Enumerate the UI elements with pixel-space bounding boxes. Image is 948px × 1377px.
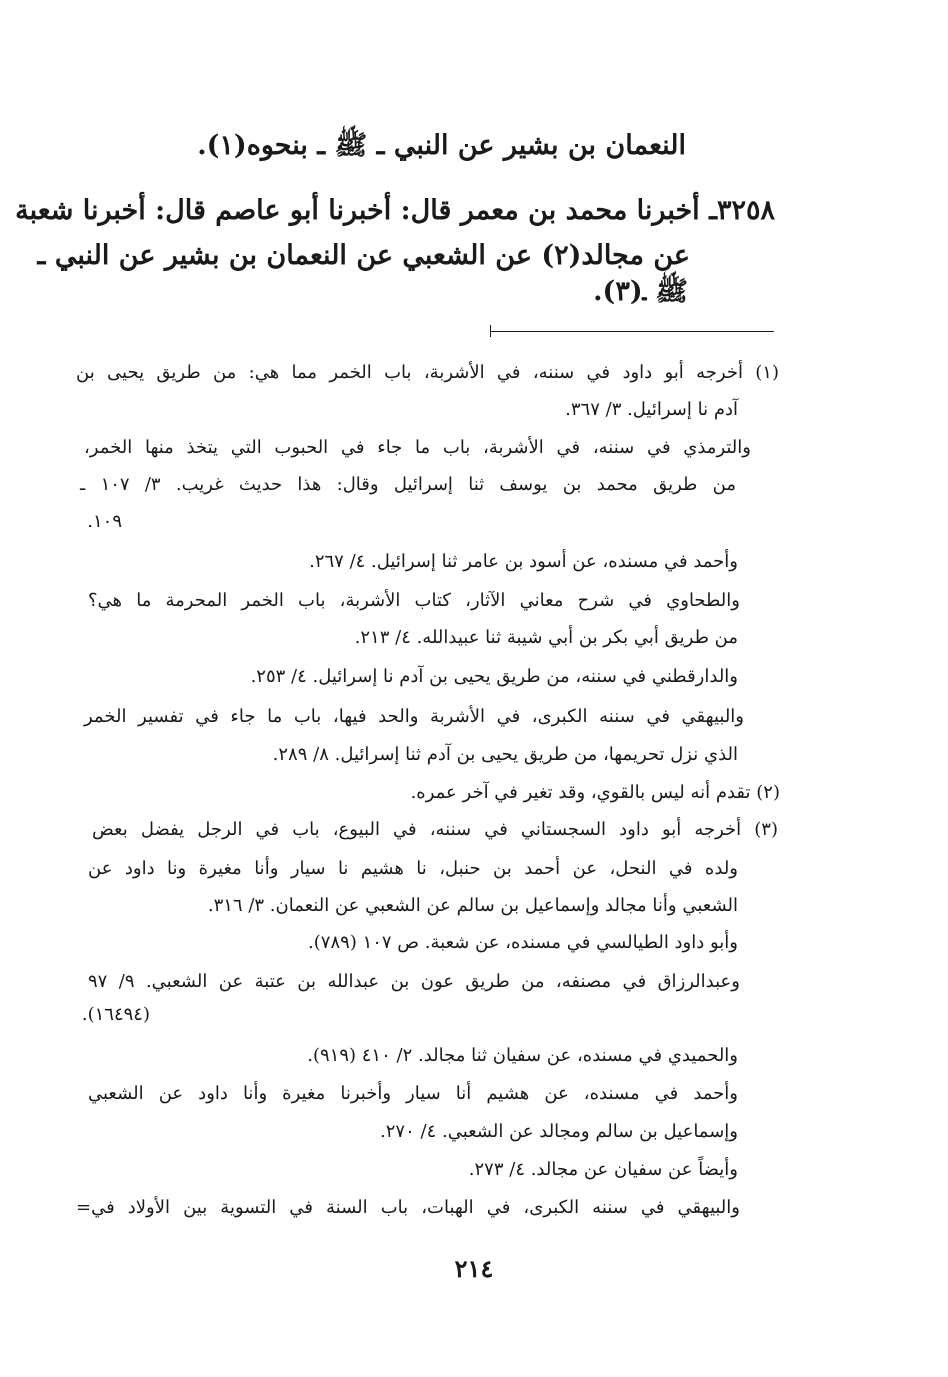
footnote-line: ١٠٩.	[87, 511, 122, 532]
hadith-line-2: عن مجالد(٢) عن الشعبي عن النعمان بن بشير عن النبي ـ	[37, 240, 690, 271]
footnote-line: وأبو داود الطيالسي في مسنده، عن شعبة. ص ١٠٧ (٧٨٩).	[308, 932, 738, 953]
footnote-line: ولده في النحل، عن أحمد بن حنبل، نا هشيم نا سيار وأنا مغيرة ونا داود عن	[88, 858, 738, 879]
footnote-line: وعبدالرزاق في مصنفه، من طريق عون بن عبدالله بن عتبة عن الشعبي. ٩/ ٩٧	[88, 971, 740, 992]
page-number: ٢١٤	[454, 1254, 494, 1283]
footnote-line: وإسماعيل بن سالم ومجالد عن الشعبي. ٤/ ٢٧٠.	[380, 1121, 738, 1142]
footnote-line: من طريق محمد بن يوسف ثنا إسرائيل وقال: هذا حديث غريب. ٣/ ١٠٧ ـ	[80, 474, 736, 495]
footnote-line: آدم نا إسرائيل. ٣/ ٣٦٧.	[565, 399, 738, 420]
footnote-line: والبيهقي في سننه الكبرى، في الهبات، باب السنة في التسوية بين الأولاد في=	[76, 1197, 740, 1218]
footnote-line: (٣) أخرجه أبو داود السجستاني في سننه، في البيوع، باب في الرجل يفضل بعض	[92, 819, 778, 840]
footnote-line: الذي نزل تحريمها، من طريق يحيى بن آدم ثنا إسرائيل. ٨/ ٢٨٩.	[272, 744, 738, 765]
hadith-line-3: ﷺ ـ(٣).	[593, 276, 688, 307]
footnote-line: (٢) تقدم أنه ليس بالقوي، وقد تغير في آخر عمره.	[410, 782, 780, 803]
footnote-line: والترمذي في سننه، في الأشربة، باب ما جاء في الحبوب التي يتخذ منها الخمر،	[84, 437, 751, 458]
hadith-number: ٣٢٥٨	[716, 195, 775, 226]
hadith-line-1	[15, 191, 775, 231]
footnote-line: والطحاوي في شرح معاني الآثار، كتاب الأشربة، باب الخمر المحرمة ما هي؟	[88, 590, 740, 611]
footnote-line: والبيهقي في سننه الكبرى، في الأشربة والحد فيها، باب ما جاء في تفسير الخمر	[84, 706, 744, 727]
footnote-line: وأيضاً عن سفيان عن مجالد. ٤/ ٢٧٣.	[468, 1159, 738, 1180]
footnote-line: (١٦٤٩٤).	[81, 1004, 150, 1025]
footnote-separator-tick	[490, 325, 491, 337]
footnote-line: والدارقطني في سننه، من طريق يحيى بن آدم نا إسرائيل. ٤/ ٢٥٣.	[250, 666, 738, 687]
hadith-line-1-text: ـ أخبرنا محمد بن معمر قال: أخبرنا أبو عاصم قال: أخبرنا شعبة	[15, 195, 717, 226]
footnote-separator	[490, 331, 774, 332]
footnote-line: الشعبي وأنا مجالد وإسماعيل بن سالم عن الشعبي عن النعمان. ٣/ ٣١٦.	[207, 895, 738, 916]
footnote-line: وأحمد في مسنده، عن أسود بن عامر ثنا إسرائيل. ٤/ ٢٦٧.	[309, 551, 738, 572]
footnote-line: من طريق أبي بكر بن أبي شيبة ثنا عبيدالله. ٤/ ٢١٣.	[354, 627, 738, 648]
main-text-line-1: النعمان بن بشير عن النبي ـ ﷺ ـ بنحوه(١).	[197, 130, 686, 161]
footnote-line: (١) أخرجه أبو داود في سننه، في الأشربة، باب الخمر مما هي: من طريق يحيى بن	[76, 362, 779, 383]
footnote-line: وأحمد في مسنده، عن هشيم أنا سيار وأخبرنا مغيرة وأنا داود عن الشعبي	[88, 1083, 738, 1104]
footnote-line: والحميدي في مسنده، عن سفيان ثنا مجالد. ٢/ ٤١٠ (٩١٩).	[307, 1045, 738, 1066]
